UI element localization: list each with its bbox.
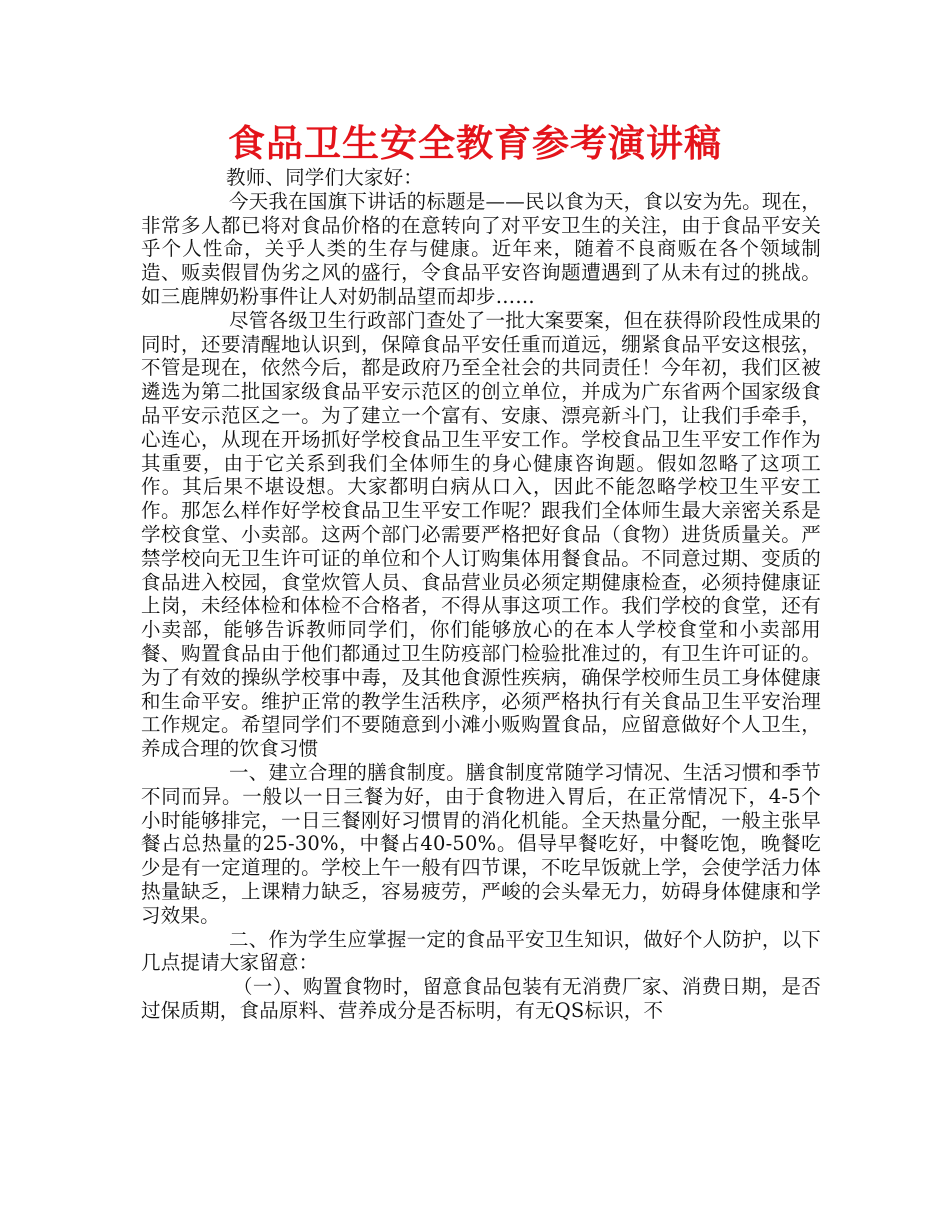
greeting: 教师、同学们大家好： [226, 166, 424, 189]
document-body [141, 166, 821, 1023]
paragraph: 二、作为学生应掌握一定的食品平安卫生知识，做好个人防护，以下几点提请大家留意： [141, 927, 821, 975]
paragraph: 尽管各级卫生行政部门查处了一批大案要案，但在获得阶段性成果的同时，还要清醒地认识到，保障食品平安任重而道远，绷紧食品平安这根弦，不管是现在，依然今后，都是政府乃至全社会的共同责任！今年初，我们区被遴选为第二批国家级食品平安示范区的创立单位，并成为广东省两个国家级食品平安示范区之一。为了建立一个富有、安康、漂亮新斗门，让我们手牵手，心连心，从现在开场抓好学校食品卫生平安工作。学校食品卫生平安工作作为其重要，由于它关系到我们全体师生的身心健康咨询题。假如忽略了这项工作。其后果不堪设想。大家都明白病从口入，因此不能忽略学校卫生平安工作。那怎么样作好学校食品卫生平安工作呢？跟我们全体师生最大亲密关系是学校食堂、小卖部。这两个部门必需要严格把好食品（食物）进货质量关。严禁学校向无卫生许可证的单位和个人订购集体用餐食品。不同意过期、变质的食品进入校园，食堂炊管人员、食品营业员必须定期健康检查，必须持健康证上岗，未经体检和体检不合格者，不得从事这项工作。我们学校的食堂，还有小卖部，能够告诉教师同学们，你们能够放心的在本人学校食堂和小卖部用餐、购置食品由于他们都通过卫生防疫部门检验批准过的，有卫生许可证的。为了有效的操纵学校事中毒，及其他食源性疾病，确保学校师生员工身体健康和生命平安。维护正常的教学生活秩序，必须严格执行有关食品卫生平安治理工作规定。希望同学们不要随意到小滩小贩购置食品，应留意做好个人卫生，养成合理的饮食习惯 [141, 308, 821, 761]
paragraph: 一、建立合理的膳食制度。膳食制度常随学习情况、生活习惯和季节不同而异。一般以一日三餐为好，由于食物进入胃后，在正常情况下，4-5个小时能够排完，一日三餐刚好习惯胃的消化机能。全天热量分配，一般主张早餐占总热量的25-30%，中餐占40-50%。倡导早餐吃好，中餐吃饱，晚餐吃少是有一定道理的。学校上午一般有四节课，不吃早饭就上学，会使学活力体热量缺乏，上课精力缺乏，容易疲劳，严峻的会头晕无力，妨碍身体健康和学习效果。 [141, 760, 821, 927]
document-title: 食品卫生安全教育参考演讲稿 [228, 122, 722, 165]
paragraph: 今天我在国旗下讲话的标题是——民以食为天，食以安为先。现在，非常多人都已将对食品价格的在意转向了对平安卫生的关注，由于食品平安关乎个人性命，关乎人类的生存与健康。近年来，随着不良商贩在各个领域制造、贩卖假冒伪劣之风的盛行，令食品平安咨询题遭遇到了从未有过的挑战。如三鹿牌奶粉事件让人对奶制品望而却步…… [141, 189, 821, 308]
paragraph: （一）、购置食物时，留意食品包装有无消费厂家、消费日期，是否过保质期，食品原料、营养成分是否标明，有无QS标识，不 [141, 975, 821, 1022]
